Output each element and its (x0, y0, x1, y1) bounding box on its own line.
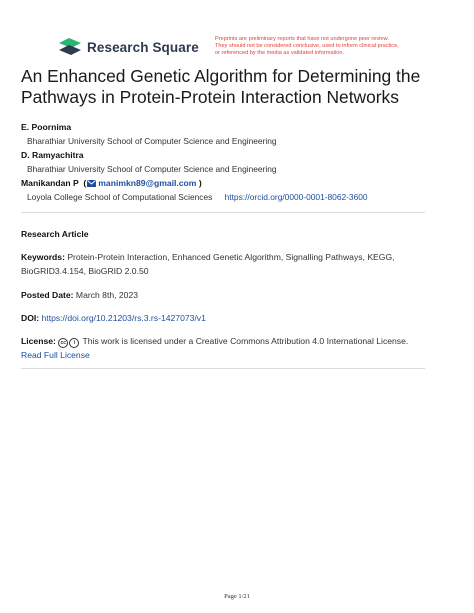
license-text: This work is licensed under a Creative Commons Attribution 4.0 International License. (82, 336, 409, 346)
author-name: E. Poornima (21, 122, 72, 132)
research-square-logo[interactable] (57, 37, 199, 57)
email-open-paren: ( (81, 178, 87, 188)
keywords-text: Protein-Protein Interaction, Enhanced Genetic Algorithm, Signalling Pathways, KEGG, BioGRID3.4.154, BioGRID 2.0.50 (21, 252, 395, 276)
doi (21, 313, 206, 323)
read-full-license-link[interactable]: Read Full License (21, 350, 90, 360)
article-type-text: Research Article (21, 229, 89, 239)
license-link-row (21, 350, 90, 360)
keywords (21, 251, 441, 278)
doi-link[interactable]: https://doi.org/10.21203/rs.3.rs-1427073/v1 (41, 313, 206, 323)
notice-line: They should not be considered conclusive, used to inform clinical practice, (215, 43, 399, 50)
divider (21, 368, 425, 369)
author-affiliation: Bharathiar University School of Computer Science and Engineering (27, 136, 277, 146)
orcid-link[interactable]: https://orcid.org/0000-0001-8062-3600 (224, 192, 368, 202)
article-type (21, 229, 89, 239)
preprint-notice (215, 36, 430, 58)
doi-label: DOI: (21, 313, 40, 323)
email-close-paren: ) (196, 178, 202, 188)
creative-commons-icon: cc (58, 338, 68, 348)
keywords-label: Keywords: (21, 252, 65, 262)
research-square-logo-icon (57, 37, 83, 57)
posted-date-value: March 8th, 2023 (75, 290, 139, 300)
notice-line: Preprints are preliminary reports that have not undergone peer review. (215, 36, 389, 42)
logo-text: Research Square (87, 39, 199, 55)
author-affiliation: Bharathiar University School of Computer Science and Engineering (27, 164, 277, 174)
notice-line: or referenced by the media as validated information. (215, 50, 345, 57)
attribution-icon: i (69, 338, 79, 348)
corresponding-author (21, 178, 202, 188)
author-affiliation-row (27, 192, 368, 202)
license-label: License: (21, 336, 56, 346)
posted-date (21, 290, 138, 300)
author-name: D. Ramyachitra (21, 150, 84, 160)
paper-title: An Enhanced Genetic Algorithm for Determining the Pathways in Protein-Protein Interaction Networks (21, 66, 421, 107)
page-number: Page 1/21 (224, 593, 250, 600)
envelope-icon (87, 180, 96, 187)
author-name: Manikandan P (21, 178, 79, 188)
license (21, 336, 408, 348)
divider (21, 212, 425, 213)
posted-date-label: Posted Date: (21, 290, 74, 300)
author-email-link[interactable]: manimkn89@gmail.com (98, 178, 197, 188)
author-affiliation: Loyola College School of Computational Sciences (27, 192, 213, 202)
